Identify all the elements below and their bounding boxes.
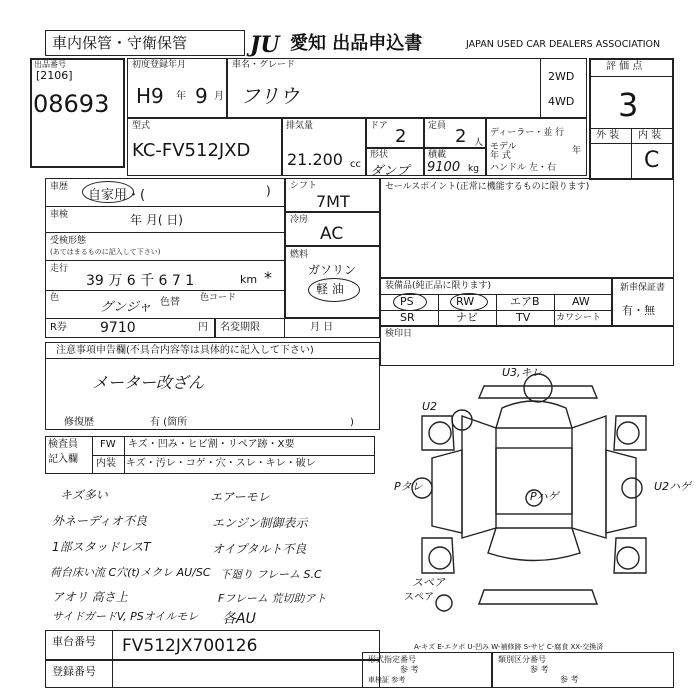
shape-label: 形状 — [370, 150, 389, 160]
interior-label: 内 装 — [638, 130, 662, 141]
reg-year: H9 — [136, 84, 164, 108]
repair-label: 修復歴 — [64, 417, 94, 428]
inspection-label: 車検 — [50, 210, 69, 220]
fuel-diesel: 軽 油 — [316, 282, 344, 296]
reg-month: 9 — [195, 84, 208, 108]
receipt-note: (あてはまるものに記入して下さい) — [50, 248, 161, 256]
left-side-view — [432, 450, 462, 533]
option-sr: SR — [400, 311, 415, 324]
form-title: 愛知 出品申込書 — [290, 33, 423, 54]
diagram-pa-label: Pタレ — [394, 480, 423, 493]
note-right-1: エアーモレ — [210, 490, 270, 504]
shift-label: シフト — [290, 181, 318, 191]
doors-value: 2 — [395, 126, 407, 147]
doors-label: ドア — [370, 121, 388, 131]
grade-label: 評 価 点 — [606, 61, 643, 72]
history-block — [45, 178, 285, 338]
shift-value: 7MT — [316, 192, 350, 211]
color-code-label: 色コード — [200, 293, 237, 303]
note-left-6: サイドガードV, PSオイルモレ — [52, 610, 199, 623]
form-number-label: 形式指定番号 — [368, 655, 416, 664]
model-value: KC-FV512JXD — [132, 140, 251, 161]
color-label: 色 — [50, 293, 60, 303]
ju-logo: JU — [250, 32, 280, 58]
repair-value: 有 (箇所 — [150, 417, 188, 428]
mileage-mark: * — [264, 268, 272, 287]
history-circle — [82, 181, 134, 203]
r-ticket-value: 9710 — [100, 320, 136, 336]
interior-grade: C — [644, 148, 660, 173]
tire-rear-right — [617, 547, 639, 569]
memo-label: 検印日 — [385, 329, 413, 339]
model-label: 型式 — [132, 121, 151, 131]
sales-point-box — [380, 178, 674, 278]
history-close: ) — [266, 184, 271, 198]
capacity-label: 定員 — [428, 121, 447, 131]
load-unit: kg — [468, 164, 479, 174]
option-aw: AW — [572, 295, 590, 308]
km-unit: km — [240, 273, 258, 286]
mileage-value: 39 万 6 千 6 7 1 — [86, 273, 195, 289]
drive-2wd: 2WD — [548, 70, 575, 83]
displacement-value: 21.200 — [287, 150, 343, 169]
grade-score: 3 — [618, 86, 639, 124]
car-damage-diagram — [392, 368, 692, 630]
note-right-2: エンジン制御表示 — [212, 516, 308, 530]
diagram-right-label: U2ハゲ — [654, 480, 692, 493]
notes-text: メーター改ざん — [92, 373, 205, 392]
capacity-unit: 人 — [474, 138, 484, 148]
body-front — [488, 528, 580, 561]
body-left-side — [462, 416, 496, 538]
int-items: キズ・汚レ・コゲ・穴・スレ・キレ・破レ — [126, 458, 316, 469]
options-label: 装備品(純正品に限ります) — [385, 281, 492, 291]
option-ps-circle — [393, 293, 427, 311]
model-year-label: モデル — [490, 142, 517, 152]
damage-legend: A-キズ E-エクボ U-凹み W-補修跡 S-サビ C-腐食 XX-交換済 — [414, 643, 604, 651]
shape-value: ダンプ — [370, 164, 410, 179]
mileage-label: 走行 — [50, 264, 69, 274]
note-left-2: 外ネーディオ不良 — [52, 514, 148, 528]
displacement-label: 排気量 — [286, 121, 314, 131]
fw-label: FW — [100, 439, 116, 450]
fw-items: キズ・凹み・ヒビ割・リペア跡・X要 — [128, 439, 295, 450]
option-navi: ナビ — [456, 311, 478, 324]
body-top-outline — [496, 401, 572, 428]
option-tv: TV — [516, 311, 531, 324]
first-reg-label: 初度登録年月 — [132, 60, 187, 70]
inspection-cert-label: 車検証 参考 — [368, 676, 406, 684]
option-ps: PS — [400, 295, 414, 308]
note-right-5: Fフレーム 荒切助アト — [218, 592, 327, 605]
color-change-label: 色替 — [160, 297, 180, 308]
body-roof — [496, 448, 572, 514]
yen-unit: 円 — [198, 322, 208, 333]
diagram-center-label: Pハゲ — [530, 490, 559, 503]
car-name-label: 車名・グレード — [232, 60, 296, 70]
note-left-5: アオリ 高さ上 — [52, 590, 128, 604]
rear-bumper — [479, 386, 597, 398]
lot-code: [2106] — [36, 69, 73, 82]
box-label2: 参 考 — [560, 675, 579, 684]
fuel-label: 燃料 — [290, 250, 309, 260]
note-right-3: オイプタルト不良 — [212, 542, 307, 556]
option-rw: RW — [456, 295, 475, 308]
new-tax-label: 新車保証書 — [620, 283, 666, 293]
body-right-side — [572, 416, 606, 538]
notes-label: 注意事項申告欄(不具合内容等は具体的に記入して下さい) — [56, 345, 314, 356]
option-airbag: エアB — [510, 295, 540, 308]
note-right-6: 各AU — [222, 611, 256, 627]
diagram-rear-label: U3,キレ — [502, 368, 543, 379]
history-value: 自家用・( — [88, 188, 146, 203]
memo-box — [380, 326, 674, 366]
color-value: グンジャ — [100, 300, 152, 315]
year-suffix: 年 — [572, 146, 582, 156]
tire-front-right — [617, 422, 639, 444]
month-unit: 月 — [214, 91, 224, 102]
diagram-left-label: U2 — [422, 400, 438, 413]
type-number-label: 類別区分番号 — [498, 655, 546, 664]
front-bumper — [479, 590, 597, 604]
repair-close: ) — [350, 417, 354, 428]
inspector-label2: 記入欄 — [48, 454, 78, 465]
right-side-view — [606, 450, 636, 533]
load-label: 積載 — [428, 150, 447, 160]
new-tax-value: 有・無 — [622, 304, 655, 317]
option-leather: カワシート — [556, 313, 602, 323]
note-left-3: 1部スタッドレスT — [52, 540, 151, 554]
diagram-spare-label: スペア — [412, 576, 445, 589]
model-year-label2: 年 式 — [490, 151, 511, 161]
tire-front-left — [429, 422, 451, 444]
handle-label: ハンドル 左・右 — [490, 163, 556, 173]
association-name: JAPAN USED CAR DEALERS ASSOCIATION — [466, 39, 661, 50]
exterior-label: 外 装 — [596, 130, 620, 141]
note-left-1: キズ多い — [60, 488, 108, 502]
cc-unit: cc — [350, 159, 361, 170]
cooling-value: AC — [320, 224, 344, 244]
type-number-label2: 参 考 — [530, 665, 549, 674]
fuel-gas: ガソリン — [308, 263, 357, 277]
storage-label: 車内保管・守衛保管 — [52, 34, 188, 52]
lot-label: 出品番号 — [34, 60, 66, 69]
car-name: フリウ — [240, 84, 300, 108]
diagram-spare-note: スペア — [404, 592, 434, 603]
lot-number: 08693 — [33, 90, 110, 118]
inspector-label: 検査員 — [48, 439, 78, 450]
history-label: 車歴 — [50, 182, 69, 192]
load-value: 9100 — [427, 160, 461, 175]
sales-point-label: セールスポイント(正常に機能するものに限ります) — [385, 182, 590, 192]
capacity-value: 2 — [455, 126, 467, 147]
option-rw-circle — [450, 293, 488, 311]
drive-4wd: 4WD — [548, 95, 575, 108]
form-number-label2: 参 考 — [400, 665, 419, 674]
chassis-value: FV512JX700126 — [122, 636, 258, 656]
year-unit: 年 — [176, 91, 186, 102]
name-change-value: 月 日 — [310, 322, 334, 333]
fuel-circle — [308, 278, 360, 302]
cooling-label: 冷房 — [290, 215, 309, 225]
inspection-value: 年 月( 日) — [130, 213, 183, 227]
reg-label: 登録番号 — [52, 665, 96, 678]
note-left-4: 荷台床い流 C穴(t)メクレ AU/SC — [50, 566, 211, 579]
name-change-label: 名変期限 — [220, 322, 260, 333]
int-label: 内装 — [96, 458, 116, 469]
chassis-label: 車台番号 — [52, 635, 96, 648]
tire-rear-left — [429, 547, 451, 569]
receipt-label: 受検形態 — [50, 236, 87, 246]
dealer-label: ディーラー・並 行 — [490, 128, 565, 138]
note-right-4: 下廻り フレーム S.C — [220, 568, 322, 581]
r-ticket-label: R券 — [50, 322, 67, 333]
